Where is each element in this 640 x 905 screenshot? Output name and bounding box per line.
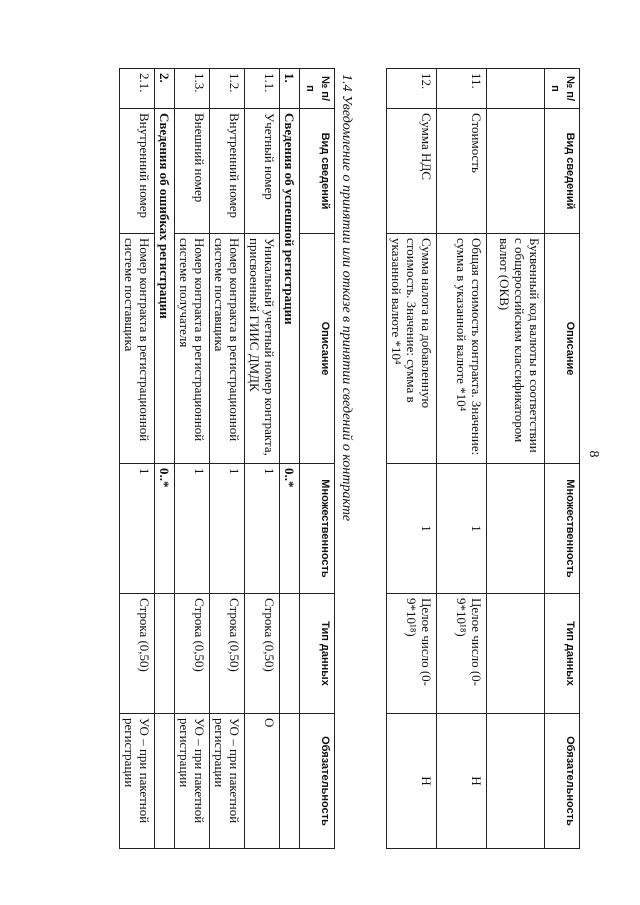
cell-req: Н: [437, 714, 487, 849]
cell-num: 1.1.: [245, 69, 280, 109]
cell-name: Внутренний номер: [210, 109, 245, 234]
column-header: № п/п: [300, 69, 335, 109]
column-header: Описание: [545, 234, 580, 464]
cell-type: Целое число (0-9*10¹⁸): [387, 594, 437, 714]
section-title: Сведения об ошибках регистрации: [155, 109, 175, 464]
cell-req: УО – при пакетной регистрации: [175, 714, 210, 849]
column-header: Обязательность: [545, 714, 580, 849]
table-row: [387, 69, 437, 849]
table-header-row: [545, 69, 580, 849]
cell-name: Учетный номер: [245, 109, 280, 234]
table-row: [487, 69, 545, 849]
cell-type: [487, 594, 545, 714]
cell-req: О: [245, 714, 280, 849]
section-row: [280, 69, 300, 849]
cell-desc: Общая стоимость контракта. Значение: сумма в указанной валюте *10⁴: [437, 234, 487, 464]
cell-desc: Номер контракта в регистрационной системе получателя: [175, 234, 210, 464]
cell-desc: Номер контракта в регистрационной системе поставщика: [120, 234, 155, 464]
cell-mult: [487, 464, 545, 594]
page-number: 8: [586, 450, 601, 458]
column-header: Множественность: [545, 464, 580, 594]
column-header: № п/п: [545, 69, 580, 109]
cell-num: 1.3.: [175, 69, 210, 109]
section-title: Сведения об успешной регистрации: [280, 109, 300, 464]
table-header-row: [300, 69, 335, 849]
cell-mult: 1: [210, 464, 245, 594]
attributes-table-continued: [386, 68, 580, 849]
cell-req: УО – при пакетной регистрации: [210, 714, 245, 849]
table-row: [245, 69, 280, 849]
cell-desc: Уникальный учетный номер контракта, присвоенный ГИИС ДМДК: [245, 234, 280, 464]
cell-mult: 0..*: [280, 464, 300, 594]
column-header: Описание: [300, 234, 335, 464]
cell-req: Н: [387, 714, 437, 849]
cell-type: Целое число (0-9*10¹⁸): [437, 594, 487, 714]
cell-req: [487, 714, 545, 849]
notification-table: [119, 68, 335, 849]
cell-name: Стоимость: [437, 109, 487, 234]
table-row: [210, 69, 245, 849]
table-row: [175, 69, 210, 849]
cell-num: 12.: [387, 69, 437, 109]
section-caption: 1.4 Уведомление о принятии или отказе в принятии сведений о контракте: [339, 74, 354, 522]
cell-num: 1.: [280, 69, 300, 109]
column-header: Вид сведений: [545, 109, 580, 234]
cell-name: Внешний номер: [175, 109, 210, 234]
cell-name: [487, 109, 545, 234]
section-row: [155, 69, 175, 849]
table-row: [120, 69, 155, 849]
cell-num: [487, 69, 545, 109]
cell-type: Строка (0,50): [245, 594, 280, 714]
column-header: Обязательность: [300, 714, 335, 849]
column-header: Тип данных: [545, 594, 580, 714]
column-header: Вид сведений: [300, 109, 335, 234]
cell-mult: 1: [437, 464, 487, 594]
cell-mult: 1: [120, 464, 155, 594]
cell-desc: Номер контракта в регистрационной системе поставщика: [210, 234, 245, 464]
cell-req: УО – при пакетной регистрации: [120, 714, 155, 849]
cell-desc: Буквенный код валюты в соответствии с общероссийским классификатором валют (ОКВ): [487, 234, 545, 464]
cell-name: Сумма НДС: [387, 109, 437, 234]
table-row: [437, 69, 487, 849]
cell-type: Строка (0,50): [175, 594, 210, 714]
cell-type: Строка (0,50): [210, 594, 245, 714]
cell-mult: 1: [175, 464, 210, 594]
cell-type: Строка (0,50): [120, 594, 155, 714]
cell-num: 2.1.: [120, 69, 155, 109]
cell-num: 11.: [437, 69, 487, 109]
cell-mult: 0..*: [155, 464, 175, 594]
column-header: Множественность: [300, 464, 335, 594]
cell-num: 1.2.: [210, 69, 245, 109]
cell-mult: 1: [245, 464, 280, 594]
cell-name: Внутренний номер: [120, 109, 155, 234]
cell-num: 2.: [155, 69, 175, 109]
cell-mult: 1: [387, 464, 437, 594]
rotated-content: [80, 68, 580, 848]
cell-desc: Сумма налога на добавленную стоимость. Значение: сумма в указанной валюте *10⁴: [387, 234, 437, 464]
column-header: Тип данных: [300, 594, 335, 714]
